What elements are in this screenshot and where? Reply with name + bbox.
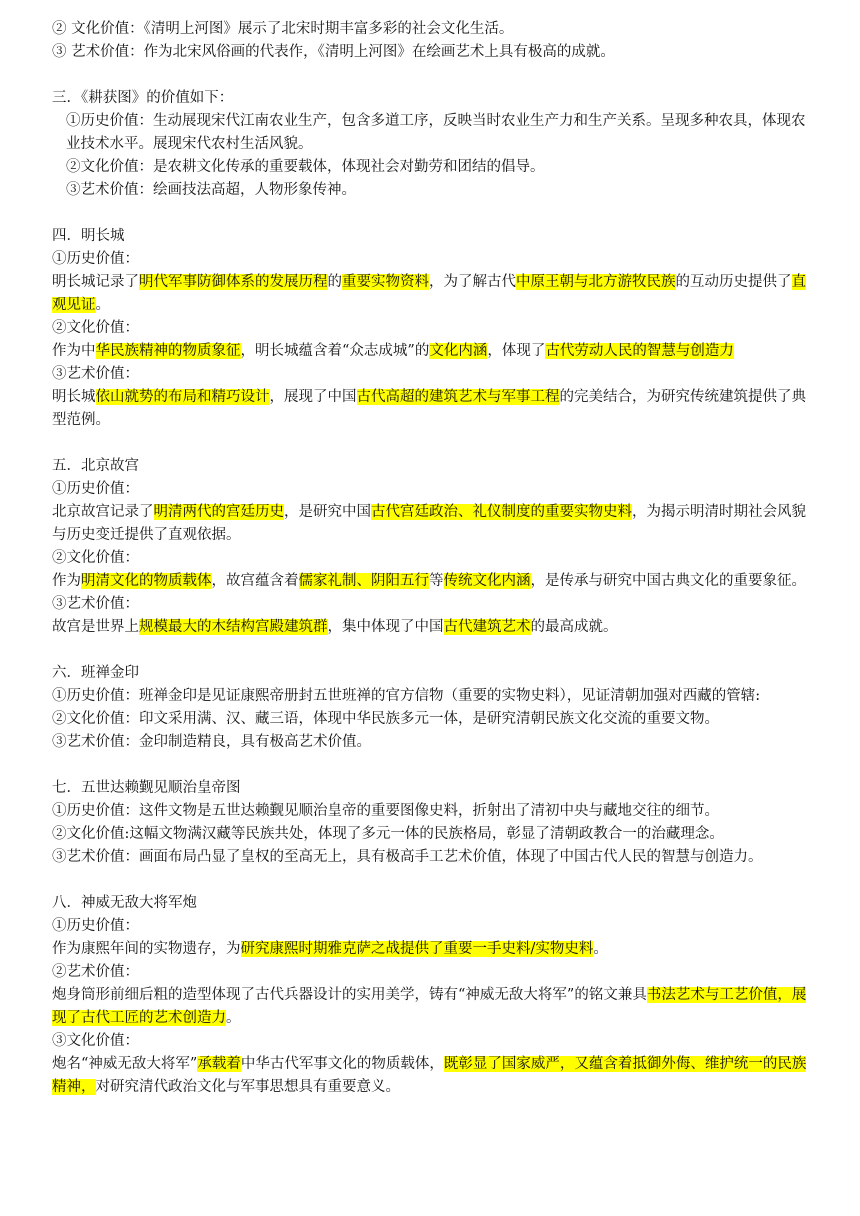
- text-run: 明长城: [52, 389, 96, 405]
- paragraph-line: [52, 984, 812, 1030]
- text-run: ，是研究中国: [284, 504, 371, 520]
- paragraph-line: [52, 800, 812, 823]
- paragraph-line: [52, 823, 812, 846]
- section-heading: [52, 662, 812, 685]
- paragraph-line: [52, 386, 812, 432]
- paragraph-line: [52, 271, 812, 317]
- text-run: ①历史价值：这件文物是五世达赖觐见顺治皇帝的重要图像史料，折射出了清初中央与藏地交往的细节。: [52, 803, 719, 819]
- text-run: 八．神威无敌大将军炮: [52, 895, 197, 911]
- blank-line: [52, 639, 812, 662]
- highlighted-text: 古代建筑艺术: [443, 619, 531, 635]
- text-run: ③艺术价值：绘画技法高超，人物形象传神。: [66, 182, 356, 198]
- text-run: 作为中: [52, 343, 96, 359]
- text-run: ②文化价值:这幅文物满汉藏等民族共处，体现了多元一体的民族格局，彰显了清朝政教合一的治藏理念。: [52, 826, 724, 842]
- paragraph-line: [52, 547, 812, 570]
- section-heading: [52, 777, 812, 800]
- paragraph-line: [52, 340, 812, 363]
- highlighted-text: 中原王朝与北方游牧民族: [516, 274, 676, 290]
- section-heading: [52, 892, 812, 915]
- text-run: ②艺术价值：: [52, 964, 139, 980]
- blank-line: [52, 432, 812, 455]
- text-run: ②文化价值：印文采用满、汉、藏三语，体现中华民族多元一体，是研究清朝民族文化交流的重要文物。: [52, 711, 719, 727]
- paragraph-line: [52, 1030, 812, 1053]
- blank-line: [52, 64, 812, 87]
- paragraph-line: [52, 478, 812, 501]
- text-run: ③ 艺术价值：作为北宋风俗画的代表作，《清明上河图》在绘画艺术上具有极高的成就。: [52, 44, 615, 60]
- paragraph-line: [52, 18, 812, 41]
- text-run: ，故宫蕴含着: [211, 573, 299, 589]
- paragraph-line: [52, 179, 812, 202]
- paragraph-line: [52, 938, 812, 961]
- text-run: ③艺术价值：: [52, 596, 139, 612]
- text-run: ③文化价值：: [52, 1033, 139, 1049]
- text-run: ，展现了中国: [269, 389, 357, 405]
- text-run: ，是传承与研究中国古典文化的重要象征。: [530, 573, 806, 589]
- highlighted-text: 书法艺术与工艺价值，展现了古代工匠的艺术创造力: [52, 987, 807, 1026]
- document-page: [52, 18, 812, 1099]
- highlighted-text: 古代高超的建筑艺术与军事工程: [356, 389, 560, 405]
- text-run: 炮身筒形前细后粗的造型体现了古代兵器设计的实用美学，铸有“神威无敌大将军”的铭文兼具: [52, 987, 647, 1003]
- text-run: ①历史价值：: [52, 481, 139, 497]
- highlighted-text: 华民族精神的物质象征: [95, 343, 241, 359]
- highlighted-text: 文化内涵: [429, 343, 488, 359]
- text-run: ，明长城蕴含着“众志成城”的: [240, 343, 430, 359]
- text-run: ③艺术价值：金印制造精良，具有极高艺术价值。: [52, 734, 371, 750]
- text-run: 等: [429, 573, 444, 589]
- text-run: ，体现了: [487, 343, 546, 359]
- text-run: 六．班禅金印: [52, 665, 139, 681]
- paragraph-line: [52, 961, 812, 984]
- paragraph-line: [52, 616, 812, 639]
- highlighted-text: 明代军事防御体系的发展历程: [139, 274, 328, 290]
- highlighted-text: 古代宫廷政治、礼仪制度的重要实物史料: [371, 504, 632, 520]
- blank-line: [52, 202, 812, 225]
- text-run: 。: [95, 297, 110, 313]
- paragraph-line: [52, 846, 812, 869]
- highlighted-text: 研究康熙时期雅克萨之战提供了重要一手史料/实物史料: [240, 941, 594, 957]
- highlighted-text: 明清两代的宫廷历史: [153, 504, 284, 520]
- text-run: 炮名“神威无敌大将军”: [52, 1056, 198, 1072]
- section-heading: [52, 455, 812, 478]
- text-run: 三．《耕获图》的价值如下：: [52, 90, 234, 106]
- text-run: 北京故宫记录了: [52, 504, 154, 520]
- text-run: ② 文化价值：《清明上河图》展示了北宋时期丰富多彩的社会文化生活。: [52, 21, 514, 37]
- text-run: 的互动历史提供了: [675, 274, 792, 290]
- paragraph-line: [52, 1053, 812, 1099]
- text-run: ③艺术价值：: [52, 366, 139, 382]
- text-run: ，集中体现了中国: [327, 619, 444, 635]
- paragraph-line: [52, 41, 812, 64]
- paragraph-line: [52, 570, 812, 593]
- highlighted-text: 古代劳动人民的智慧与创造力: [545, 343, 734, 359]
- section-heading: [52, 225, 812, 248]
- paragraph-line: [52, 156, 812, 179]
- text-run: ①历史价值：: [52, 918, 139, 934]
- text-run: ①历史价值：: [52, 251, 139, 267]
- text-run: 四．明长城: [52, 228, 125, 244]
- paragraph-line: [52, 708, 812, 731]
- section-heading: [52, 87, 812, 110]
- text-run: 的最高成就。: [530, 619, 618, 635]
- text-run: ②文化价值：: [52, 320, 139, 336]
- text-run: 的完美结合，为研究传统建筑提供了典型范例。: [52, 389, 806, 428]
- text-run: 中华古代军事文化的物质载体，: [240, 1056, 444, 1072]
- paragraph-line: [52, 501, 812, 547]
- paragraph-line: [52, 363, 812, 386]
- text-run: 七．五世达赖觐见顺治皇帝图: [52, 780, 241, 796]
- paragraph-line: [52, 731, 812, 754]
- highlighted-text: 依山就势的布局和精巧设计: [95, 389, 270, 405]
- paragraph-line: [52, 110, 812, 156]
- paragraph-line: [52, 685, 812, 708]
- paragraph-line: [52, 248, 812, 271]
- text-run: 。: [593, 941, 608, 957]
- text-run: ③艺术价值：画面布局凸显了皇权的至高无上，具有极高手工艺术价值，体现了中国古代人民的智慧与创造力。: [52, 849, 763, 865]
- paragraph-line: [52, 317, 812, 340]
- text-run: ②文化价值：: [52, 550, 139, 566]
- highlighted-text: 传统文化内涵: [443, 573, 531, 589]
- text-run: ①历史价值：班禅金印是见证康熙帝册封五世班禅的官方信物（重要的实物史料），见证清朝加强对西藏的管辖:: [52, 688, 761, 704]
- highlighted-text: 既彰显了国家威严，又蕴含着抵御外侮、维护统一的民族精神，: [52, 1056, 807, 1095]
- paragraph-line: [52, 915, 812, 938]
- text-run: ，为了解古代: [429, 274, 516, 290]
- text-run: ②文化价值：是农耕文化传承的重要载体，体现社会对勤劳和团结的倡导。: [66, 159, 545, 175]
- text-run: 故宫是世界上: [52, 619, 139, 635]
- text-run: 作为: [52, 573, 81, 589]
- text-run: 五．北京故宫: [52, 458, 139, 474]
- highlighted-text: 儒家礼制、阴阳五行: [298, 573, 429, 589]
- blank-line: [52, 754, 812, 777]
- highlighted-text: 重要实物资料: [342, 274, 429, 290]
- text-run: 对研究清代政治文化与军事思想具有重要意义。: [95, 1079, 400, 1095]
- text-run: 的: [327, 274, 342, 290]
- paragraph-line: [52, 593, 812, 616]
- highlighted-text: 承载着: [197, 1056, 241, 1072]
- highlighted-text: 规模最大的木结构宫殿建筑群: [139, 619, 328, 635]
- text-run: 。: [226, 1010, 241, 1026]
- highlighted-text: 直观见证: [52, 274, 806, 313]
- text-run: ，为揭示明清时期社会风貌与历史变迁提供了直观依据。: [52, 504, 806, 543]
- text-run: 明长城记录了: [52, 274, 139, 290]
- blank-line: [52, 869, 812, 892]
- highlighted-text: 明清文化的物质载体: [81, 573, 212, 589]
- text-run: 作为康熙年间的实物遗存，为: [52, 941, 241, 957]
- text-run: ①历史价值：生动展现宋代江南农业生产，包含多道工序，反映当时农业生产力和生产关系。呈现多种农具，体现农业技术水平。展现宋代农村生活风貌。: [66, 113, 806, 152]
